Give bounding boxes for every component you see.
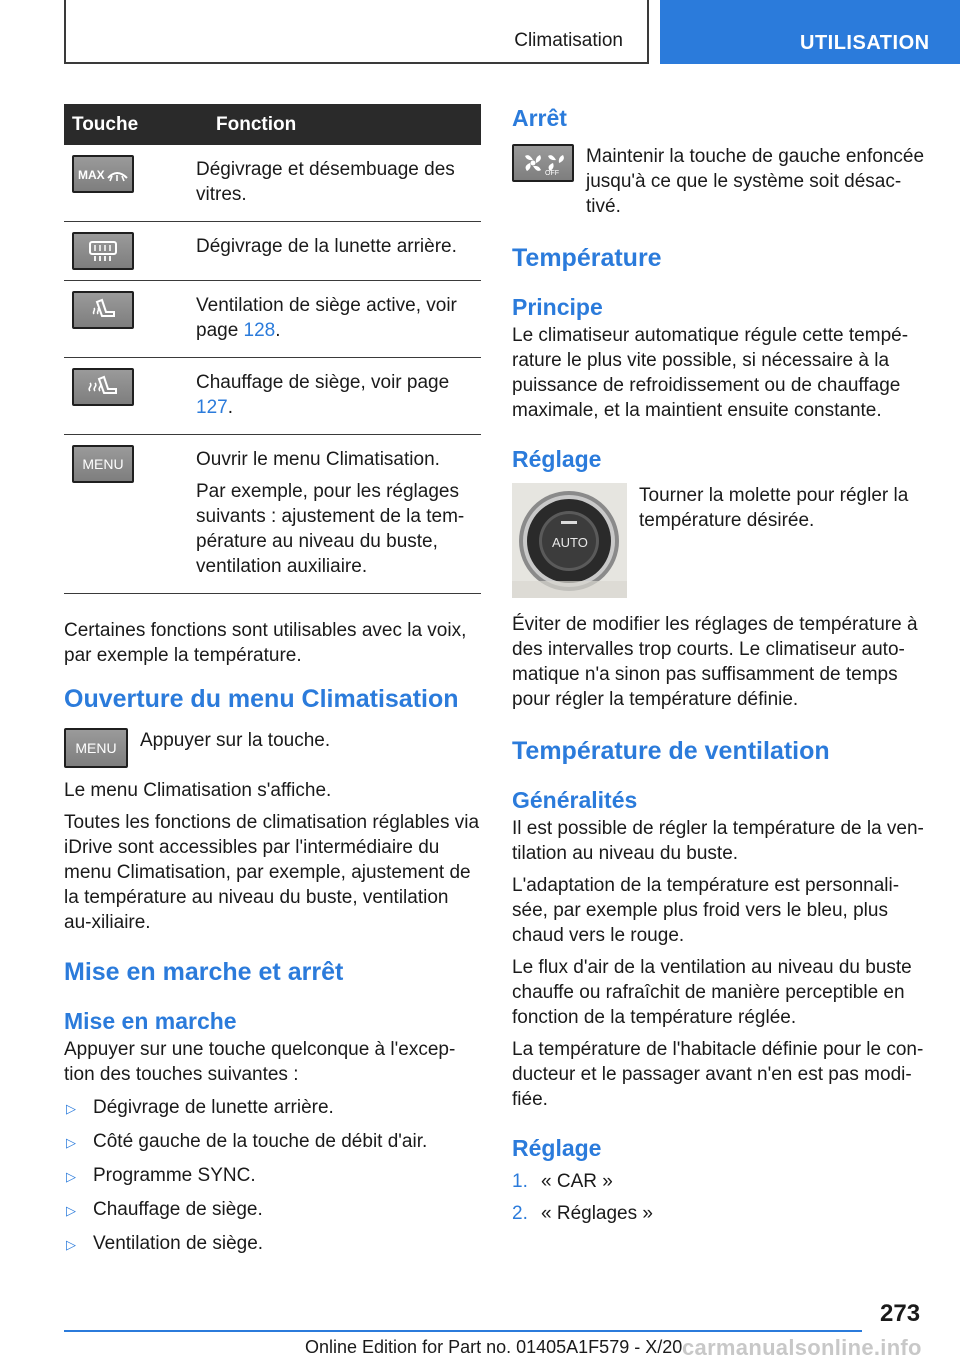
table-row [64, 222, 481, 281]
heading-principle: Principe [512, 294, 603, 320]
row-text: Ouvrir le menu Climatisation. [196, 449, 440, 470]
list-item: ▷ Dégivrage de lunette arrière. [64, 1095, 481, 1121]
menu-press-block [64, 728, 481, 768]
list-item: 1. « CAR » [512, 1171, 613, 1192]
general-p2: L'adaptation de la température est personnali-sée, par exemple plus froid vers le bleu, plus chaud vers le rouge. [512, 875, 900, 946]
triangle-bullet-icon: ▷ [66, 1135, 76, 1150]
seat-ventilation-icon [72, 291, 134, 329]
menu-button-icon: MENU [72, 445, 134, 483]
heading-general: Généralités [512, 787, 638, 813]
general-p4: La température de l'habitacle définie pour le con-ducteur et le passager avant n'en est pas modi-fiée. [512, 1039, 924, 1110]
table-row [64, 435, 481, 594]
header-chapter-tab [660, 0, 960, 64]
triangle-bullet-icon: ▷ [66, 1203, 76, 1218]
triangle-bullet-icon: ▷ [66, 1169, 76, 1184]
heading-switch-on: Mise en marche [64, 1008, 237, 1034]
row-text-secondary: Par exemple, pour les réglages suivants : ajustement de la tem-pérature au niveau du buste, ventilation auxiliaire. [196, 481, 465, 577]
list-item: ▷ Ventilation de siège. [64, 1231, 481, 1257]
off-text: Maintenir la touche de gauche enfoncée jusqu'à ce que le système soit désac-tivé. [586, 146, 925, 217]
list-item: ▷ Chauffage de siège. [64, 1197, 481, 1223]
footer-divider [64, 1330, 862, 1332]
knob-block [512, 483, 932, 598]
header-left-box [64, 0, 649, 64]
table-row [64, 145, 481, 222]
heading-setting-2: Réglage [512, 1135, 602, 1161]
general-p3: Le flux d'air de la ventilation au niveau du buste chauffe ou rafraîchit de manière perceptible en fonction de la température réglée. [512, 957, 912, 1028]
principle-text: Le climatiseur automatique régule cette tempé-rature le plus vite possible, si nécessaire à la puissance de refroidissement ou de chauffage maximale, et la maintient ensuite constante. [512, 325, 909, 421]
heading-on-off: Mise en marche et arrêt [64, 958, 344, 986]
row-text: Dégivrage de la lunette arrière. [196, 236, 457, 257]
right-column [512, 104, 932, 1226]
list-item: ▷ Programme SYNC. [64, 1163, 481, 1189]
heading-open-menu: Ouverture du menu Climatisation [64, 685, 459, 713]
row-text: Chauffage de siège, voir page 127. [196, 372, 450, 418]
avoid-text: Éviter de modifier les réglages de température à des intervalles trop courts. Le climatiseur auto-matique n'a sinon pas suffisamment de temps pour régler la température définie. [512, 614, 918, 710]
heading-off: Arrêt [512, 105, 567, 131]
left-column [64, 104, 481, 1257]
keys-table [64, 104, 481, 594]
switch-on-text: Appuyer sur une touche quelconque à l'excep-tion des touches suivantes : [64, 1039, 456, 1085]
page-link-127[interactable]: 127 [196, 397, 228, 418]
temperature-knob-image [512, 483, 627, 598]
voice-note: Certaines fonctions sont utilisables avec la voix, par exemple la température. [64, 620, 467, 666]
triangle-bullet-icon: ▷ [66, 1101, 76, 1116]
heading-temperature: Température [512, 244, 662, 272]
table-row [64, 358, 481, 435]
heading-vent-temperature: Température de ventilation [512, 737, 830, 765]
knob-instruction: Tourner la molette pour régler la température désirée. [639, 485, 909, 531]
list-item: ▷ Côté gauche de la touche de débit d'air. [64, 1129, 481, 1155]
seat-heating-icon [72, 368, 134, 406]
rear-window-defrost-icon [72, 232, 134, 270]
off-block [512, 144, 932, 219]
header-section-title: Climatisation [514, 30, 623, 51]
header-chapter-label: UTILISATION [800, 32, 930, 54]
row-text: Dégivrage et désembuage des vitres. [196, 159, 455, 205]
list-item: 2. « Réglages » [512, 1203, 653, 1224]
table-row [64, 281, 481, 358]
triangle-bullet-icon: ▷ [66, 1237, 76, 1252]
row-text: Ventilation de siège active, voir page 128. [196, 295, 457, 341]
svg-text:OFF: OFF [545, 170, 559, 177]
svg-text:MAX: MAX [78, 168, 105, 182]
menu-button-icon: MENU [64, 728, 128, 768]
menu-all-text: Toutes les fonctions de climatisation réglables via iDrive sont accessibles par l'intermédiaire du menu Climatisation, par exemple, ajustement de la température au niveau du buste, ventilation au-xiliaire. [64, 812, 480, 933]
menu-press-text: Appuyer sur la touche. [140, 730, 331, 751]
menu-shown-text: Le menu Climatisation s'affiche. [64, 780, 332, 801]
heading-setting: Réglage [512, 446, 602, 472]
table-header-function: Fonction [192, 104, 481, 145]
max-defrost-icon [72, 155, 134, 193]
table-header-key: Touche [64, 104, 192, 145]
general-p1: Il est possible de régler la température de la ven-tilation au niveau du buste. [512, 818, 924, 864]
page-link-128[interactable]: 128 [243, 320, 276, 341]
footer-edition: Online Edition for Part no. 01405A1F579 - X/20 [305, 1337, 683, 1357]
fan-off-icon [512, 144, 574, 182]
svg-text:AUTO: AUTO [552, 535, 588, 550]
page-number: 273 [880, 1300, 921, 1327]
watermark: carmanualsonline.info [682, 1335, 922, 1360]
steps-list [512, 1169, 932, 1226]
exception-list [64, 1095, 481, 1257]
